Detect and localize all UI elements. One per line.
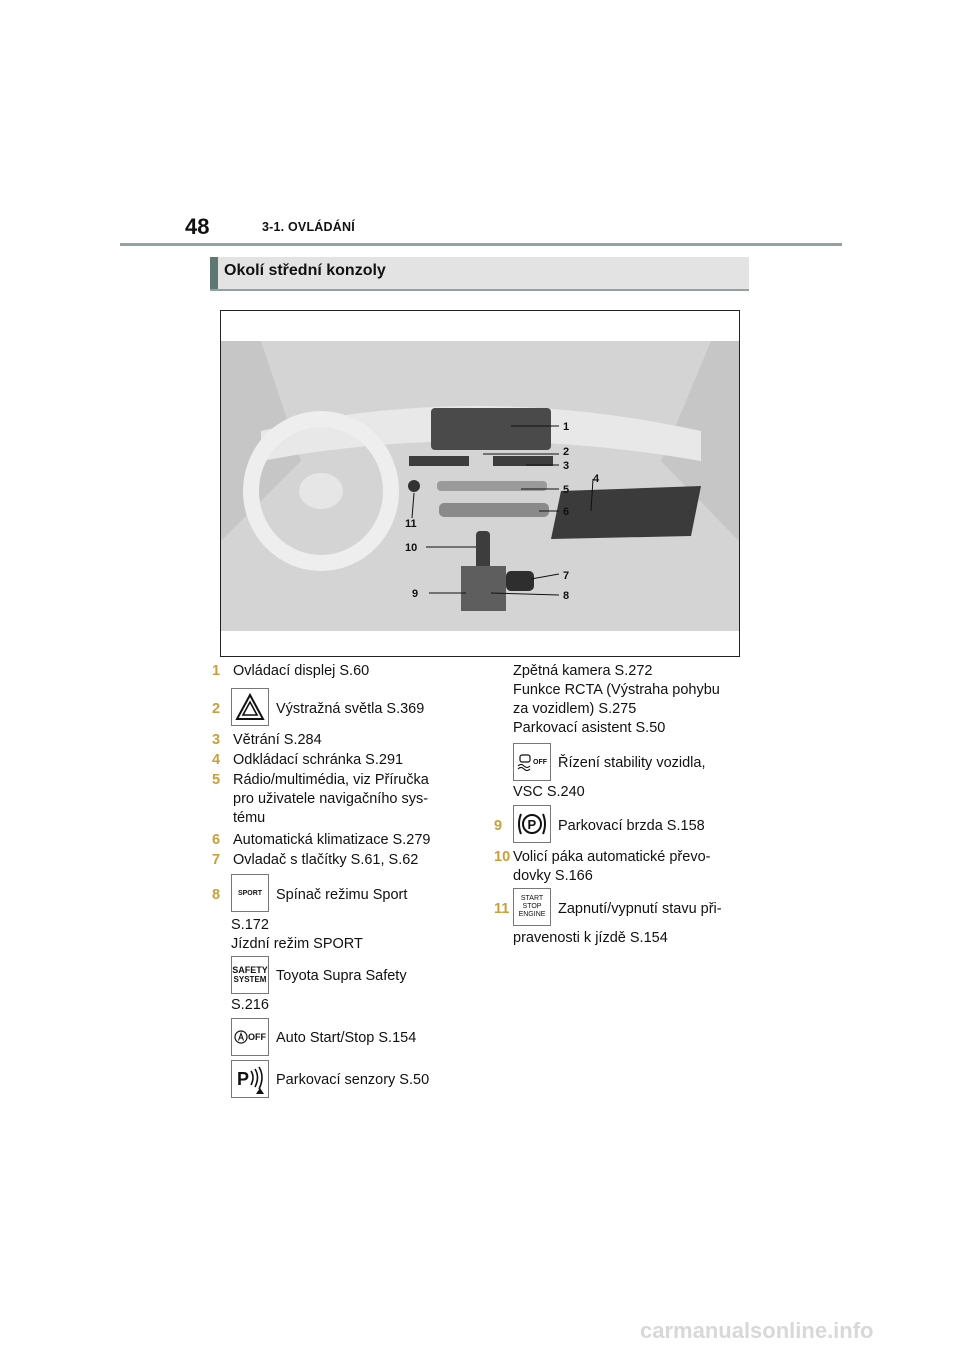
sport-text: Spínač režimu Sport <box>276 887 408 903</box>
watermark: carmanualsonline.info <box>640 1318 874 1343</box>
dashboard-illustration <box>221 311 739 656</box>
section-heading-bar <box>210 257 218 289</box>
selector-lever-text-2: dovky S.166 <box>513 868 593 884</box>
callout-10: 10 <box>405 542 418 554</box>
safety-text-page: S.216 <box>231 997 269 1013</box>
rcta-text: Funkce RCTA (Výstraha pohybu <box>513 682 720 698</box>
callout-1: 1 <box>563 421 570 433</box>
item-text: Automatická klimatizace S.279 <box>233 832 431 848</box>
sport-text-mode: Jízdní režim SPORT <box>231 936 363 952</box>
safety-system-icon <box>231 956 269 994</box>
auto-start-stop-icon <box>231 1018 269 1056</box>
item-number: 4 <box>212 752 221 768</box>
hazard-triangle-icon <box>231 688 269 726</box>
section-title: Okolí střední konzoly <box>224 262 386 279</box>
callout-9: 9 <box>412 588 419 600</box>
item-number: 11 <box>494 901 510 917</box>
item-text-line: pro uživatele navigačního sys- <box>233 791 429 807</box>
item-number: 9 <box>494 818 503 834</box>
safety-icon-top: SAFETY <box>232 965 268 975</box>
selector-lever-text: Volicí páka automatické převo- <box>513 849 711 865</box>
parking-sensor-icon <box>231 1060 269 1098</box>
callout-11: 11 <box>405 518 417 530</box>
item-text: Ovládací displej S.60 <box>233 663 370 679</box>
start-label: START <box>520 895 544 902</box>
auto-a-circle-icon <box>234 1030 248 1044</box>
auto-off-label: OFF <box>248 1032 266 1042</box>
vsc-off-label: OFF <box>533 758 547 766</box>
item-number: 8 <box>212 887 221 903</box>
dashboard-figure <box>220 310 740 657</box>
header-rule <box>120 243 842 246</box>
vsc-text-page: VSC S.240 <box>513 784 585 800</box>
callout-4: 4 <box>593 473 600 485</box>
stop-label: STOP <box>522 903 542 910</box>
item-text: Odkládací schránka S.291 <box>233 752 404 768</box>
page-number: 48 <box>185 214 210 239</box>
item-number: 1 <box>212 663 221 679</box>
item-number: 3 <box>212 732 221 748</box>
callout-2: 2 <box>563 446 570 458</box>
engine-label: ENGINE <box>518 911 546 918</box>
chapter-title: 3-1. OVLÁDÁNÍ <box>262 220 355 234</box>
item-number: 6 <box>212 832 221 848</box>
item-text: Ovladač s tlačítky S.61, S.62 <box>233 852 419 868</box>
callout-6: 6 <box>563 506 570 518</box>
callout-7: 7 <box>563 570 570 582</box>
camera-text: Zpětná kamera S.272 <box>513 663 653 679</box>
item-text: Větrání S.284 <box>233 732 322 748</box>
item-number: 7 <box>212 852 221 868</box>
sport-text-page: S.172 <box>231 917 269 933</box>
sport-icon-label: SPORT <box>237 889 263 897</box>
vsc-text: Řízení stability vozidla, <box>558 755 706 771</box>
safety-text: Toyota Supra Safety <box>276 968 407 984</box>
item-number: 10 <box>494 849 511 865</box>
item-number: 2 <box>212 701 221 717</box>
parking-brake-icon <box>513 805 551 843</box>
parking-brake-text: Parkovací brzda S.158 <box>558 818 705 834</box>
rcta-text-2: za vozidlem) S.275 <box>513 701 637 717</box>
svg-text:P: P <box>237 1069 250 1089</box>
hazard-lights-text: Výstražná světla S.369 <box>276 701 425 717</box>
item-number: 5 <box>212 772 221 788</box>
section-heading <box>210 257 749 291</box>
auto-start-stop-text: Auto Start/Stop S.154 <box>276 1030 417 1046</box>
vsc-off-icon <box>513 743 551 781</box>
start-stop-text: Zapnutí/vypnutí stavu při- <box>558 901 722 917</box>
sport-mode-icon <box>231 874 269 912</box>
callout-5: 5 <box>563 484 570 496</box>
parking-assist-text: Parkovací asistent S.50 <box>513 720 666 736</box>
safety-icon-bottom: SYSTEM <box>233 975 267 984</box>
item-text-line: Rádio/multimédia, viz Příručka <box>233 772 429 788</box>
start-stop-engine-icon <box>513 888 551 926</box>
svg-text:P: P <box>527 817 537 832</box>
item-text-line: tému <box>233 810 266 826</box>
callout-8: 8 <box>563 590 570 602</box>
callout-3: 3 <box>563 460 570 472</box>
parking-sensor-text: Parkovací senzory S.50 <box>276 1072 430 1088</box>
start-stop-text-2: pravenosti k jízdě S.154 <box>513 930 668 946</box>
